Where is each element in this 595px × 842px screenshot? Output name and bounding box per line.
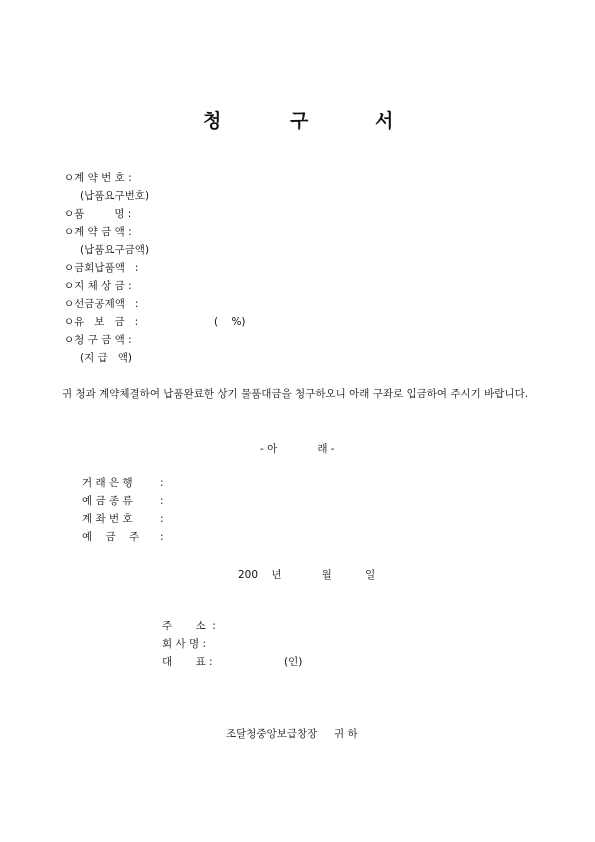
title-char-3: 서 <box>375 110 394 132</box>
field-advance-deduction: ㅇ선금공제액 : <box>64 298 139 310</box>
field-item-name: ㅇ품 명 : <box>64 208 132 220</box>
deposit-type-label: 예 금 종 류 <box>82 495 133 507</box>
field-contract-number: ㅇ계 약 번 호 : <box>64 172 132 184</box>
seal-mark: (인) <box>284 656 303 668</box>
bank-name-label: 거 래 은 행 <box>82 477 133 489</box>
applicant-address: 주 소 : <box>162 620 216 632</box>
field-delivery-request-amount: (납품요구금액) <box>80 244 150 256</box>
deposit-type-colon: : <box>160 495 164 507</box>
title-char-1: 청 <box>203 110 222 132</box>
recipient-line: 조달청중앙보급창장 귀 하 <box>226 728 358 740</box>
field-delay-penalty: ㅇ지 체 상 금 : <box>64 280 132 292</box>
applicant-company: 회 사 명 : <box>162 638 206 650</box>
field-current-delivery-amount: ㅇ금회납품액 : <box>64 262 139 274</box>
field-contract-amount: ㅇ계 약 금 액 : <box>64 226 132 238</box>
bank-name-colon: : <box>160 477 164 489</box>
account-holder-label: 예 금 주 <box>82 531 140 543</box>
account-holder-colon: : <box>160 531 164 543</box>
retention-percent: ( %) <box>214 316 246 328</box>
field-payment-amount: (지 급 액) <box>80 352 132 364</box>
account-number-colon: : <box>160 513 164 525</box>
request-paragraph: 귀 청과 계약체결하여 납품완료한 상기 물품대금을 청구하오니 아래 구좌로 입금하여 주시기 바랍니다. <box>62 388 529 400</box>
applicant-representative: 대 표 : <box>162 656 213 668</box>
field-retention: ㅇ유 보 금 : <box>64 316 139 328</box>
field-claim-amount: ㅇ청 구 금 액 : <box>64 334 132 346</box>
date-line: 200 년 월 일 <box>238 569 376 581</box>
title-char-2: 구 <box>290 110 309 132</box>
field-delivery-request-number: (납품요구번호) <box>80 190 150 202</box>
account-number-label: 계 좌 번 호 <box>82 513 133 525</box>
below-heading: - 아 래 - <box>260 443 335 455</box>
